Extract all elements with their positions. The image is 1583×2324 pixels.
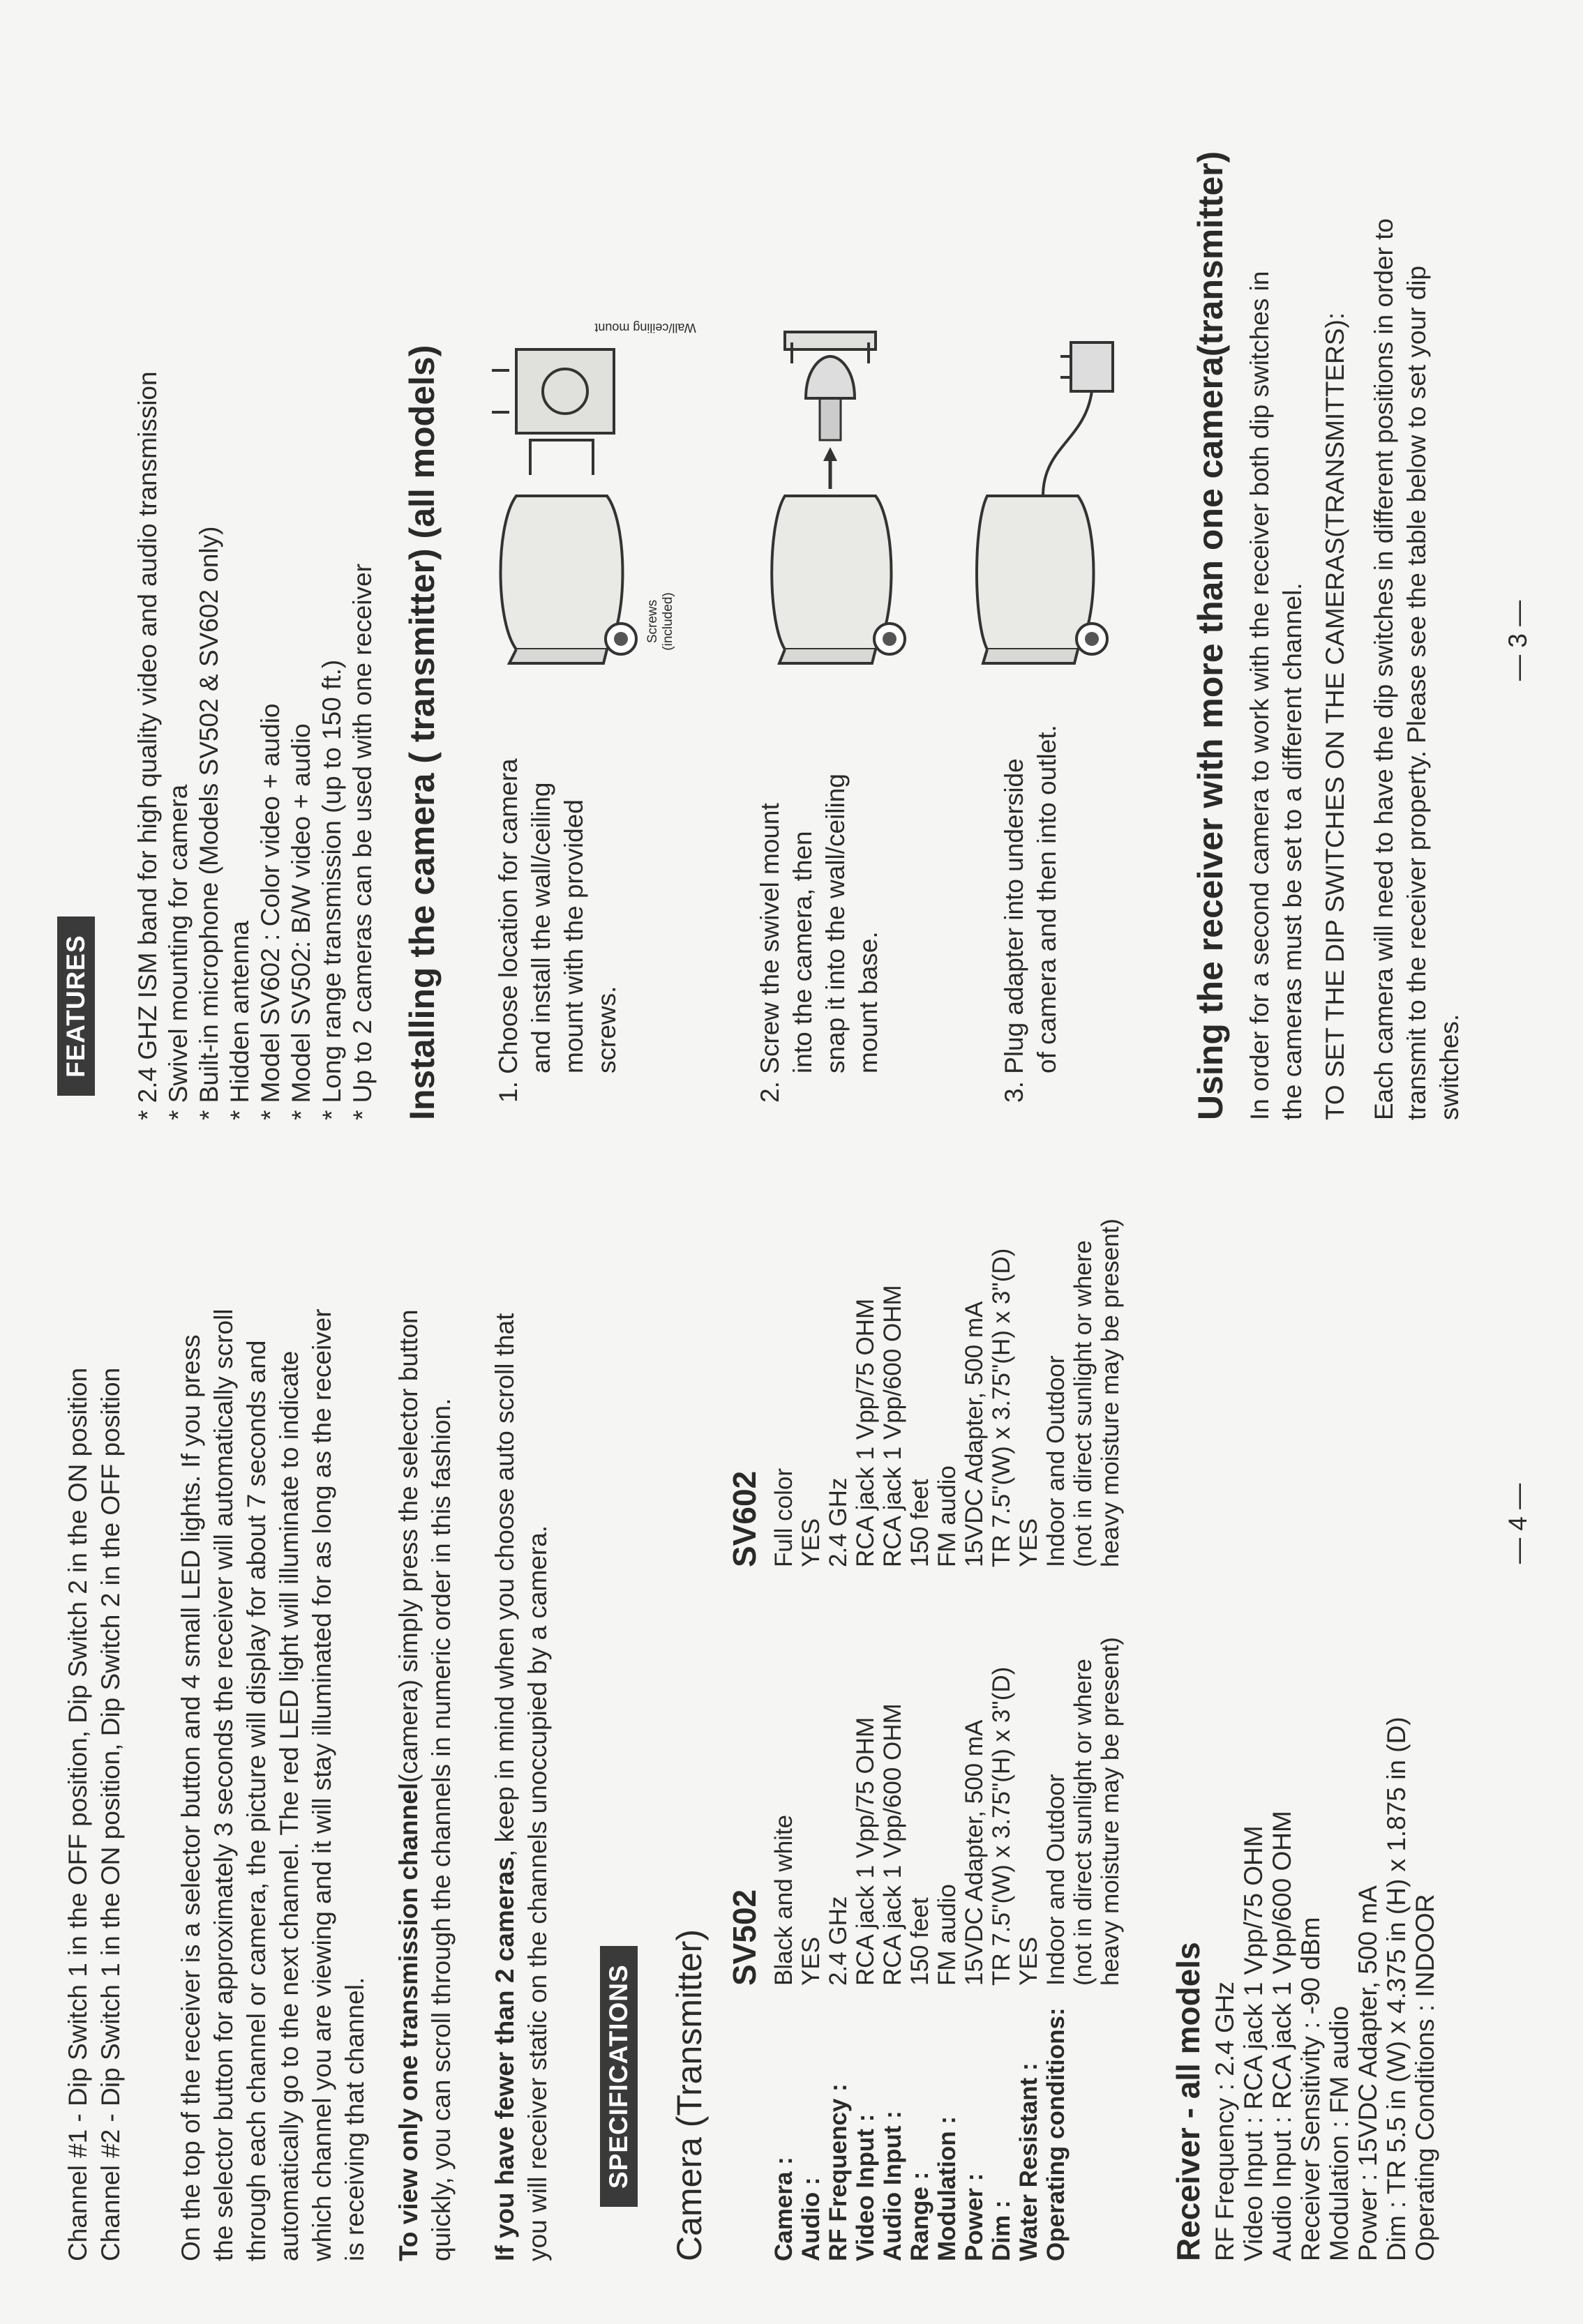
- caption-line: Screws: [645, 599, 660, 644]
- camera-mount-illustration: [488, 335, 675, 670]
- step-line: screws.: [592, 986, 621, 1073]
- paragraph-line: automatically go to the next channel. The red LED light will illuminate to indicate: [275, 1350, 303, 2261]
- spec-row: [961, 1218, 988, 2261]
- spec-row: [1070, 1218, 1097, 2261]
- feature-item: * Built-in microphone (Models SV502 & SV602 only): [195, 526, 223, 1120]
- paragraph-line: the selector button for approximately 3 seconds the receiver will automatically scroll: [209, 1308, 238, 2261]
- spec-value-sv602: Full color: [770, 1468, 797, 1567]
- spec-value-sv502: RCA jack 1 Vpp/600 OHM: [879, 1703, 906, 1986]
- features-badge: FEATURES: [57, 916, 95, 1096]
- paragraph-line: switches.: [1435, 1013, 1464, 1120]
- install-step-2: [753, 774, 885, 1103]
- receiver-line: Audio Input : RCA jack 1 Vpp/600 OHM: [1268, 1811, 1296, 2261]
- using-paragraph: [1243, 271, 1309, 1120]
- paragraph-line: is receiving that channel.: [340, 1977, 369, 2261]
- spec-value-sv602: YES: [797, 1518, 825, 1567]
- camera-heading: Camera (Transmitter): [670, 1929, 709, 2261]
- selector-paragraph: [174, 1308, 371, 2261]
- step-line: 2. Screw the swivel mount: [756, 803, 784, 1103]
- caption-line: (included): [661, 592, 675, 651]
- model-sv502: SV502: [726, 1889, 763, 1986]
- view-one-paragraph: [392, 1309, 458, 2261]
- spec-row: [1097, 1218, 1124, 2261]
- receiver-line: Operating Conditions : INDOOR: [1411, 1894, 1439, 2261]
- spec-value-sv502: RCA jack 1 Vpp/75 OHM: [852, 1716, 879, 1986]
- receiver-specs: [1210, 1716, 1439, 2261]
- spec-value-sv502: YES: [797, 1936, 825, 1986]
- spec-value-sv602: 150 feet: [906, 1479, 933, 1567]
- paragraph-line: the cameras must be set to a different channel.: [1278, 582, 1307, 1120]
- receiver-line: Receiver Sensitivity : -90 dBm: [1296, 1917, 1325, 2261]
- channel-line: Channel #1 - Dip Switch 1 in the OFF position, Dip Switch 2 in the ON position: [63, 1367, 92, 2261]
- bold-phrase: If you have fewer than 2 cameras: [490, 1857, 519, 2261]
- spec-value-sv502: 15VDC Adapter, 500 mA: [961, 1719, 988, 1986]
- spec-row: [988, 1218, 1015, 2261]
- spec-header-row: [726, 1218, 763, 2261]
- spec-value-sv602: (not in direct sunlight or where: [1070, 1240, 1097, 1567]
- feature-item: * Long range transmission (up to 150 ft.): [317, 659, 346, 1120]
- spec-label: Range :: [906, 2171, 933, 2261]
- dip-switch-heading: TO SET THE DIP SWITCHES ON THE CAMERAS(TRANSMITTERS):: [1321, 312, 1349, 1120]
- spec-value-sv502: Black and white: [770, 1814, 797, 1986]
- spec-table: [726, 1218, 1124, 2261]
- spec-row: [1042, 1218, 1070, 2261]
- spec-value-sv602: heavy moisture may be present): [1097, 1218, 1124, 1567]
- step-line: and install the wall/ceiling: [527, 782, 555, 1073]
- spec-value-sv502: YES: [1015, 1936, 1042, 1986]
- adapter-illustration: [973, 308, 1120, 670]
- step-line: snap it into the wall/ceiling: [821, 774, 850, 1073]
- feature-item: * 2.4 GHZ ISM band for high quality video and audio transmission: [133, 371, 162, 1120]
- feature-item: * Swivel mounting for camera: [164, 784, 193, 1120]
- install-step-3: [998, 725, 1063, 1103]
- spec-value-sv602: RCA jack 1 Vpp/600 OHM: [879, 1285, 906, 1567]
- step-line: 3. Plug adapter into underside: [1000, 758, 1028, 1103]
- step-line: mount base.: [854, 931, 883, 1073]
- spec-label: Modulation :: [933, 2115, 961, 2261]
- paragraph-line: transmit to the receiver property. Please see the table below to set your dip: [1402, 265, 1431, 1120]
- spec-value-sv502: Indoor and Outdoor: [1042, 1774, 1070, 1986]
- spec-value-sv602: RCA jack 1 Vpp/75 OHM: [852, 1298, 879, 1567]
- spec-row: [879, 1218, 906, 2261]
- spec-value-sv502: heavy moisture may be present): [1097, 1637, 1124, 1986]
- paragraph-line: quickly, you can scroll through the channels in numeric order in this fashion.: [427, 1398, 456, 2261]
- paragraph-line: On the top of the receiver is a selector button and 4 small LED lights. If you press: [177, 1334, 205, 2261]
- receiver-line: RF Frequency : 2.4 GHz: [1210, 1982, 1239, 2261]
- install-heading: Installing the camera ( transmitter) (all models): [403, 345, 442, 1120]
- spec-value-sv602: Indoor and Outdoor: [1042, 1355, 1070, 1567]
- paragraph-line: Each camera will need to have the dip switches in different positions in order to: [1370, 218, 1398, 1120]
- screws-caption: [645, 580, 676, 663]
- using-receiver-heading: Using the receiver with more than one camera(transmitter): [1191, 151, 1230, 1120]
- feature-item: * Model SV502: B/W video + audio: [287, 723, 315, 1120]
- spec-row: [852, 1218, 879, 2261]
- spec-label: [1070, 1986, 1097, 2261]
- spec-label: Power :: [961, 2173, 988, 2261]
- spec-value-sv602: YES: [1015, 1518, 1042, 1567]
- paragraph-line: [488, 1313, 521, 2261]
- spec-label: Dim :: [988, 2200, 1015, 2261]
- model-sv602: SV602: [726, 1470, 763, 1567]
- paragraph-line: In order for a second camera to work with the receiver both dip switches in: [1245, 271, 1274, 1120]
- text-span: , keep in mind when you choose auto scroll that: [490, 1313, 519, 1857]
- spec-label: Camera :: [770, 2157, 797, 2261]
- step-line: of camera and then into outlet.: [1033, 725, 1061, 1073]
- dip-switch-paragraph: [1367, 218, 1466, 1120]
- spec-value-sv502: FM audio: [933, 1884, 961, 1986]
- channel-line: Channel #2 - Dip Switch 1 in the ON position, Dip Switch 2 in the OFF position: [96, 1367, 125, 2261]
- receiver-line: Modulation : FM audio: [1325, 2005, 1353, 2261]
- spec-value-sv602: FM audio: [933, 1465, 961, 1567]
- spec-value-sv502: TR 7.5"(W) x 3.75"(H) x 3"(D): [988, 1666, 1015, 1986]
- channel-list: [61, 1368, 127, 2261]
- spec-row: [770, 1218, 797, 2261]
- spec-row: [825, 1218, 852, 2261]
- bold-phrase: To view only one transmission channel: [394, 1782, 423, 2261]
- spec-value-sv502: 2.4 GHz: [825, 1896, 852, 1986]
- feature-item: * Model SV602 : Color video + audio: [256, 703, 285, 1120]
- camera-drawing: [488, 335, 642, 670]
- spec-label: Water Resistant :: [1015, 2062, 1042, 2261]
- text-span: (camera) simply press the selector button: [394, 1309, 423, 1783]
- receiver-line: Power : 15VDC Adapter, 500 mA: [1353, 1885, 1382, 2261]
- spec-value-sv602: 2.4 GHz: [825, 1477, 852, 1567]
- spec-row: [797, 1218, 825, 2261]
- spec-label: [1097, 1986, 1124, 2261]
- specifications-badge: SPECIFICATIONS: [600, 1946, 638, 2207]
- page-number-3: — 3 —: [1503, 600, 1532, 681]
- spec-row: [906, 1218, 933, 2261]
- spec-rows: [770, 1218, 1124, 2261]
- spec-label: Audio :: [797, 2177, 825, 2261]
- spec-value-sv502: (not in direct sunlight or where: [1070, 1659, 1097, 1986]
- spec-label: Audio Input :: [879, 2111, 906, 2261]
- spec-value-sv602: 15VDC Adapter, 500 mA: [961, 1301, 988, 1567]
- receiver-heading: Receiver - all models: [1170, 1942, 1206, 2261]
- paragraph-line: you will receiver static on the channels unoccupied by a camera.: [523, 1525, 552, 2261]
- wall-mount-caption: Wall/ceiling mount: [594, 321, 696, 335]
- receiver-line: Video Input : RCA jack 1 Vpp/75 OHM: [1239, 1825, 1268, 2261]
- feature-item: * Up to 2 cameras can be used with one receiver: [348, 564, 377, 1120]
- fewer-cameras-paragraph: [488, 1313, 554, 2261]
- adapter-drawing: [973, 308, 1120, 670]
- receiver-line: Dim : TR 5.5 in (W) x 4.375 in (H) x 1.875 in (D): [1382, 1716, 1411, 2261]
- features-list: [133, 371, 378, 1120]
- spec-row: [933, 1218, 961, 2261]
- step-line: 1. Choose location for camera: [494, 758, 523, 1103]
- feature-item: * Hidden antenna: [225, 921, 254, 1120]
- spec-label: RF Frequency :: [825, 2083, 852, 2261]
- step-line: into the camera, then: [788, 831, 817, 1073]
- page-4: [0, 1162, 1583, 2324]
- paragraph-line: which channel you are viewing and it will stay illuminated for as long as the receiver: [308, 1308, 336, 2261]
- step-line: mount with the provided: [560, 799, 588, 1073]
- spec-label: Operating conditions:: [1042, 2007, 1070, 2261]
- spec-value-sv602: TR 7.5"(W) x 3.75"(H) x 3"(D): [988, 1248, 1015, 1567]
- page-number-4: — 4 —: [1503, 1483, 1532, 1564]
- paragraph-line: [392, 1309, 425, 2261]
- swivel-drawing: [764, 308, 938, 670]
- spec-label: [726, 1986, 763, 2261]
- spec-label: Video Input :: [852, 2113, 879, 2261]
- paragraph-line: through each channel or camera, the picture will display for about 7 seconds and: [242, 1340, 271, 2261]
- spec-value-sv502: 150 feet: [906, 1897, 933, 1986]
- spec-row: [1015, 1218, 1042, 2261]
- install-step-1: [492, 758, 623, 1103]
